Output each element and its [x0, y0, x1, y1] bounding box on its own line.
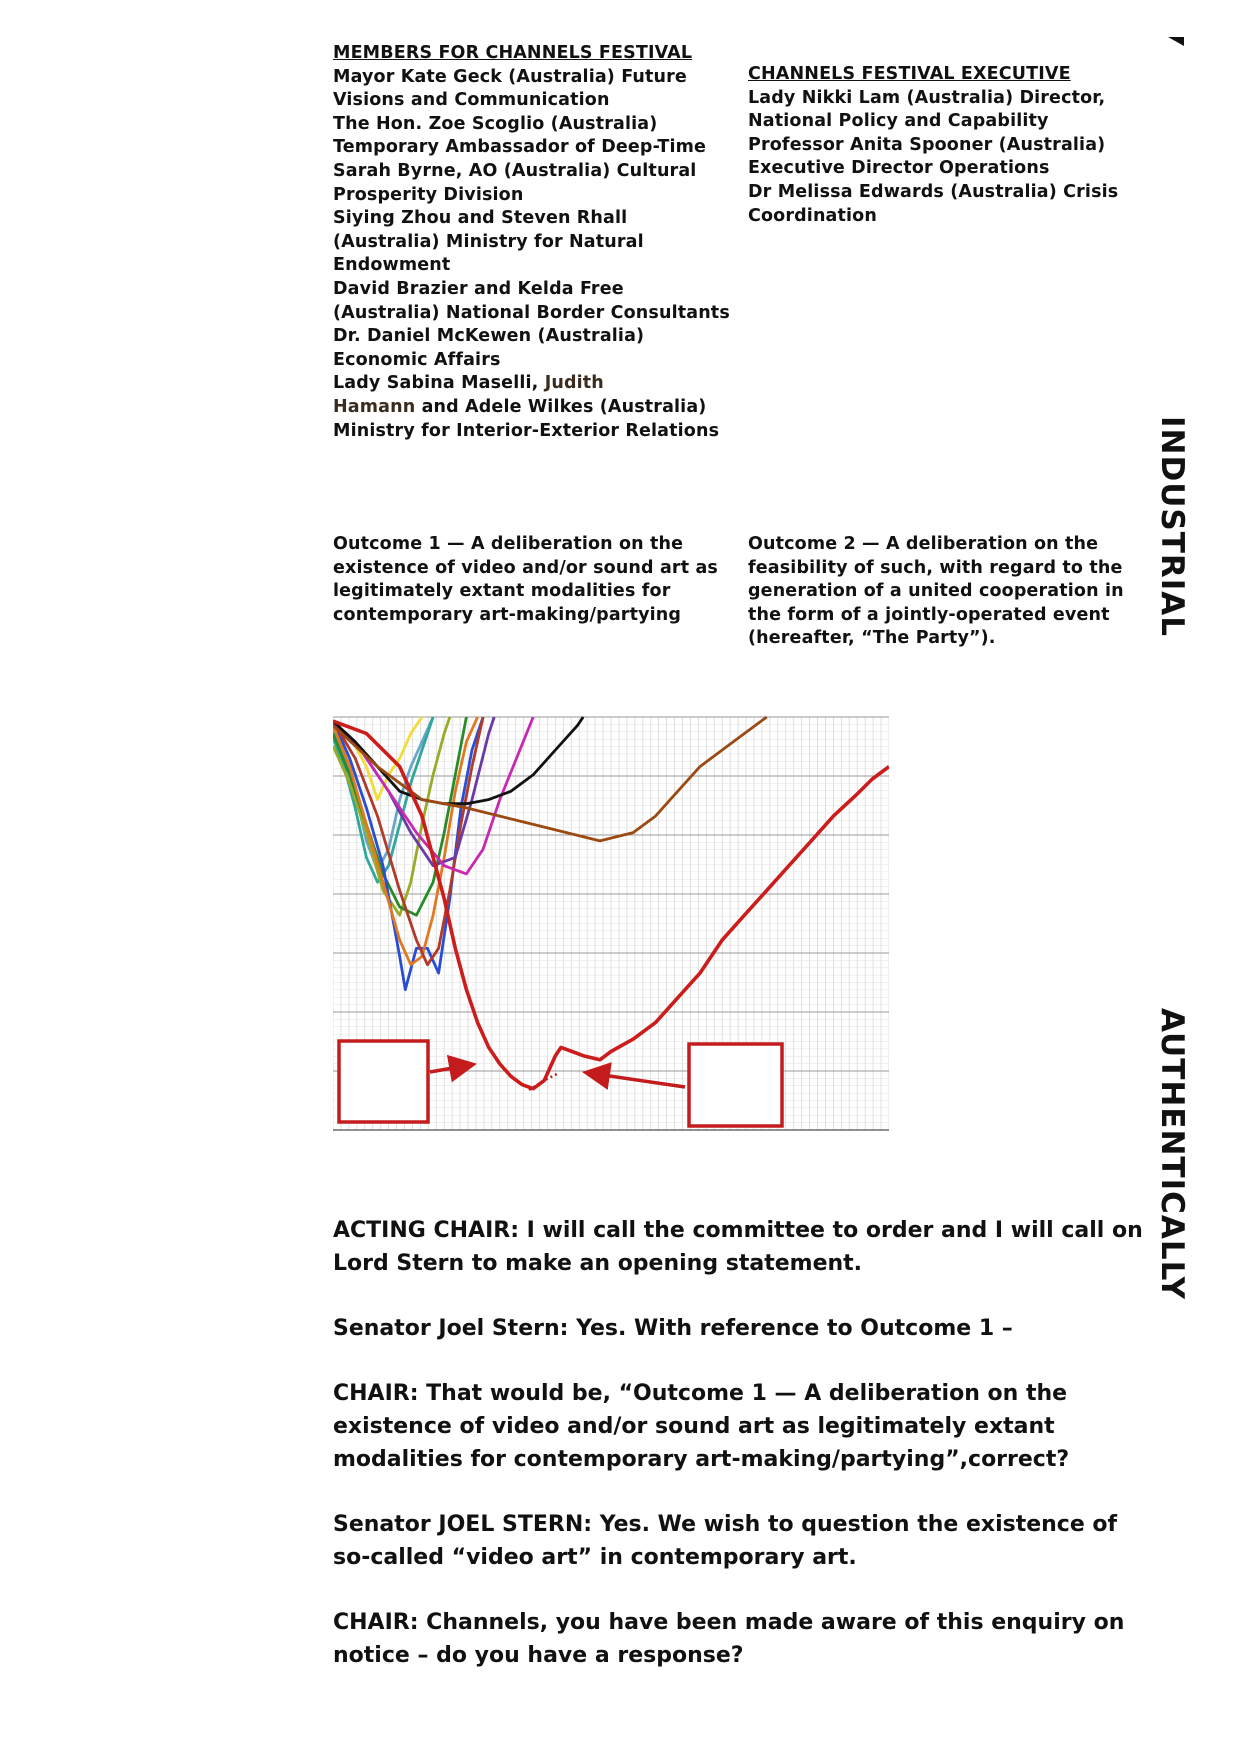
members-section: [333, 42, 733, 443]
executive-line: National Policy and Capability: [748, 111, 1049, 132]
members-line: Economic Affairs: [333, 349, 501, 370]
outcome-1-line: existence of video and/or sound art as: [333, 557, 718, 578]
executive-line: Coordination: [748, 205, 877, 226]
transcript-paragraph: [333, 1214, 1143, 1280]
members-line-sabina: [333, 372, 733, 396]
members-line: Sarah Byrne, AO (Australia) Cultural: [333, 160, 697, 181]
members-line: Temporary Ambassador of Deep-Time: [333, 137, 707, 158]
transcript-paragraph: [333, 1508, 1133, 1574]
outcome-2-line: the form of a jointly-operated event: [748, 604, 1110, 625]
vertical-word-authentically: AUTHENTICALLY: [1154, 1008, 1190, 1300]
members-line-hamann: [333, 396, 733, 420]
transcript: [333, 1214, 1143, 1704]
outcome-2-line: (hereafter, “The Party”).: [748, 628, 996, 649]
members-text: Lady Sabina Maselli,: [333, 373, 545, 394]
executive-line: Professor Anita Spooner (Australia): [748, 134, 1106, 155]
transcript-line: modalities for contemporary art-making/partying”,correct?: [333, 1447, 1070, 1472]
outcome-2-line: Outcome 2 — A deliberation on the: [748, 534, 1099, 554]
executive-section: [748, 63, 1128, 228]
members-heading: MEMBERS FOR CHANNELS FESTIVAL: [333, 43, 693, 63]
executive-heading: CHANNELS FESTIVAL EXECUTIVE: [748, 64, 1071, 84]
transcript-line: Senator Joel Stern: Yes. With reference to Outcome 1 –: [333, 1316, 1013, 1341]
outcome-2-line: feasibility of such, with regard to the: [748, 557, 1123, 578]
members-line: Siying Zhou and Steven Rhall: [333, 208, 628, 229]
vertical-word-industrial: INDUSTRIAL: [1154, 416, 1190, 638]
members-line: Mayor Kate Geck (Australia) Future: [333, 66, 687, 87]
members-text: Judith: [544, 373, 604, 394]
members-line: Dr. Daniel McKewen (Australia): [333, 326, 645, 347]
members-line: Ministry for Interior-Exterior Relations: [333, 420, 720, 441]
outcome-1-line: contemporary art-making/partying: [333, 604, 682, 625]
transcript-line: so-called “video art” in contemporary art.: [333, 1545, 857, 1570]
transcript-line: CHAIR: Channels, you have been made aware of this enquiry on: [333, 1610, 1125, 1635]
annotation-box-right: [689, 1044, 782, 1126]
transcript-line: notice – do you have a response?: [333, 1643, 744, 1668]
corner-mark: [1168, 37, 1184, 46]
outcome-2-line: generation of a united cooperation in: [748, 581, 1124, 602]
members-line: Endowment: [333, 255, 451, 276]
members-text: and Adele Wilkes (Australia): [415, 396, 707, 417]
members-text: Hamann: [333, 396, 416, 417]
transcript-paragraph: [333, 1312, 1133, 1345]
transcript-line: ACTING CHAIR: I will call the committee to order and I will call on: [333, 1218, 1143, 1243]
executive-line: Lady Nikki Lam (Australia) Director,: [748, 87, 1106, 108]
outcome-1-block: [333, 533, 733, 627]
members-line: Prosperity Division: [333, 184, 524, 205]
members-line: (Australia) Ministry for Natural: [333, 231, 644, 252]
line-chart: [333, 715, 889, 1135]
transcript-line: Lord Stern to make an opening statement.: [333, 1251, 863, 1276]
transcript-paragraph: [333, 1606, 1133, 1672]
annotation-box-left: [339, 1041, 428, 1122]
transcript-line: existence of video and/or sound art as legitimately extant: [333, 1414, 1055, 1439]
chart-svg: [333, 715, 889, 1135]
chart-series-line: [333, 717, 767, 841]
transcript-line: CHAIR: That would be, “Outcome 1 — A deliberation on the: [333, 1381, 1068, 1406]
outcome-1-line: Outcome 1 — A deliberation on the: [333, 534, 684, 554]
executive-line: Executive Director Operations: [748, 158, 1050, 179]
outcome-1-line: legitimately extant modalities for: [333, 581, 671, 602]
transcript-paragraph: [333, 1377, 1133, 1476]
members-line: Visions and Communication: [333, 90, 610, 111]
members-line: (Australia) National Border Consultants: [333, 302, 730, 323]
members-line: David Brazier and Kelda Free: [333, 278, 624, 299]
transcript-line: Senator JOEL STERN: Yes. We wish to question the existence of: [333, 1512, 1118, 1537]
outcome-2-block: [748, 533, 1148, 651]
members-line: The Hon. Zoe Scoglio (Australia): [333, 113, 658, 134]
executive-line: Dr Melissa Edwards (Australia) Crisis: [748, 181, 1119, 202]
